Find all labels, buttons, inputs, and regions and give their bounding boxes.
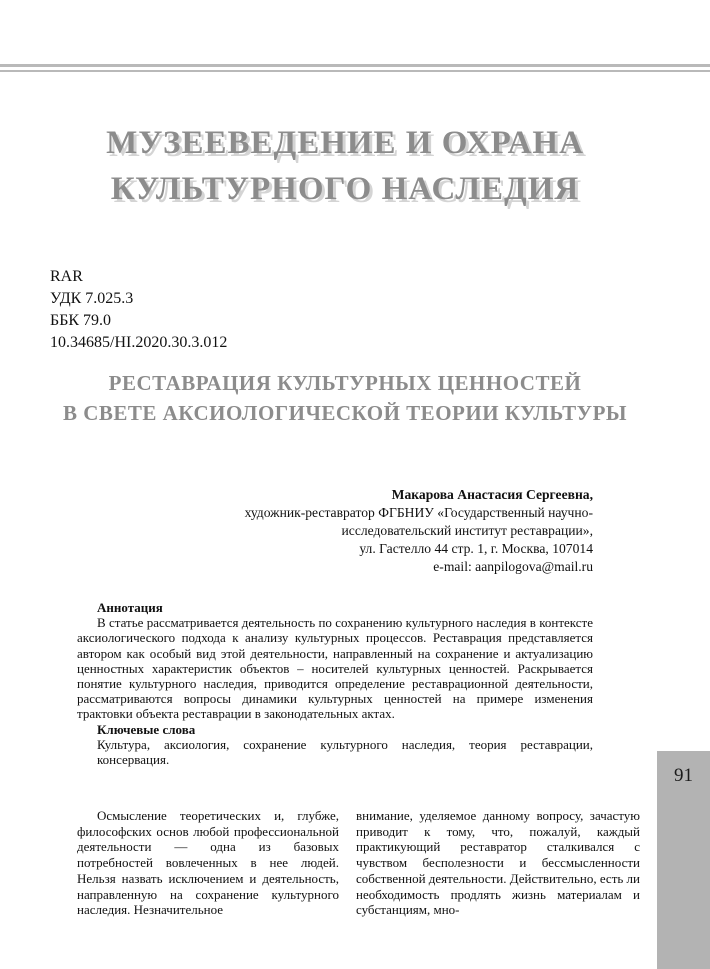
author-email[interactable]: e-mail: aanpilogova@mail.ru (433, 559, 593, 574)
article-title-line-1: РЕСТАВРАЦИЯ КУЛЬТУРНЫХ ЦЕННОСТЕЙ (108, 371, 582, 395)
article-title (30, 368, 660, 428)
bbk-code: ББК 79.0 (50, 312, 112, 329)
author-affiliation-line-2: исследовательский институт реставрации», (341, 523, 593, 538)
author-block (173, 486, 593, 576)
abstract-heading: Аннотация (97, 600, 163, 615)
body-column-right (356, 808, 640, 918)
keywords-text: Культура, аксиология, сохранение культурного наследия, теория реставрации, консервация. (97, 736, 593, 768)
abstract-block (77, 600, 593, 767)
section-title (40, 120, 650, 212)
abstract-text: В статье рассматривается деятельность по сохранению культурного наследия в контексте аксиологического подхода к анализу культурных процессов. Реставрация представляется автором как особый вид этой деятельности, направленный на сохранение и актуализацию ценностных характеристик объектов – носителей культурных ценностей. Раскрывается понятие культурного наследия, приводится определение реставрационной деятельности, рассматриваются вопросы динамики культурных ценностей на примере изменения трактовки объекта реставрации в законодательных актах. (77, 615, 593, 722)
author-address: ул. Гастелло 44 стр. 1, г. Москва, 107014 (359, 541, 593, 556)
section-title-line-2: КУЛЬТУРНОГО НАСЛЕДИЯ (110, 171, 580, 207)
article-title-line-2: В СВЕТЕ АКСИОЛОГИЧЕСКОЙ ТЕОРИИ КУЛЬТУРЫ (62, 401, 628, 425)
body-paragraph-left: Осмысление теоретических и, глубже, философских основ любой профессиональной деятельности — одна из базовых потребностей вовлеченных в нее людей. Нельзя назвать исключением и деятельность, направленную на сохранение культурного наследия. Незначительное (77, 808, 339, 918)
keywords-heading: Ключевые слова (97, 721, 196, 737)
body-paragraph-right: внимание, уделяемое данному вопросу, зачастую приводит к тому, что, пожалуй, каждый практикующий реставратор сталкивался с чувством бесполезности и бессмысленности собственной деятельности. Действительно, есть ли необходимость продлять жизнь материалам и субстанциям, мно- (356, 808, 641, 918)
doi: 10.34685/HI.2020.30.3.012 (50, 334, 228, 351)
body-column-left (77, 808, 339, 918)
classification-codes (50, 266, 227, 354)
page-number: 91 (674, 765, 693, 786)
rar-code: RAR (50, 268, 83, 285)
header-rule-thick (0, 64, 710, 67)
page-number-tab (657, 751, 710, 969)
udk-code: УДК 7.025.3 (50, 290, 134, 307)
author-affiliation-line-1: художник-реставратор ФГБНИУ «Государственный научно- (244, 505, 593, 520)
header-rule-thin (0, 70, 710, 72)
section-title-line-1: МУЗЕЕВЕДЕНИЕ И ОХРАНА (106, 125, 584, 161)
author-name: Макарова Анастасия Сергеевна, (391, 487, 593, 502)
